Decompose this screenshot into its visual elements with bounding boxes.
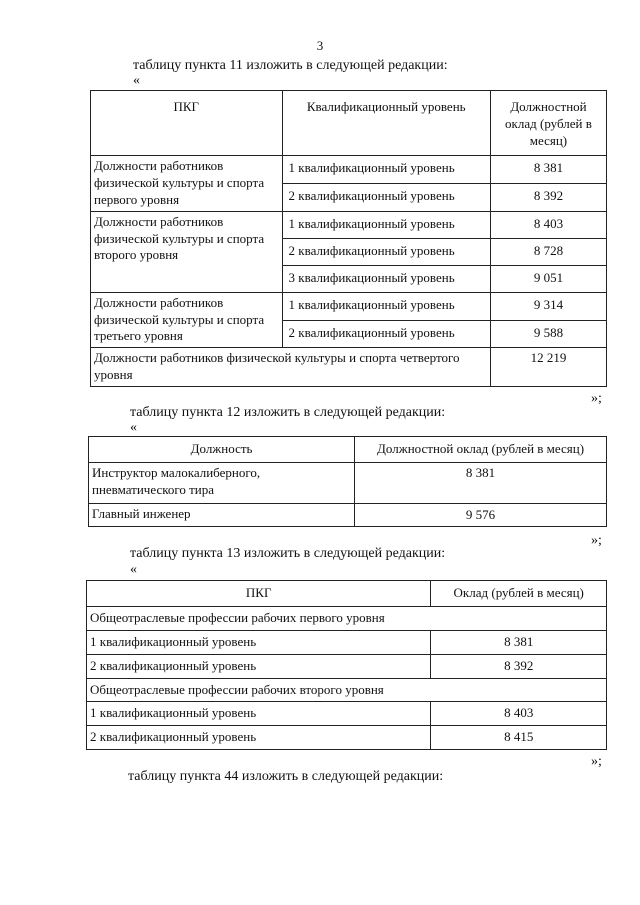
- qual-level: 3 квалификационный уровень: [282, 265, 490, 292]
- group-name: Должности работников физической культуры и спорта первого уровня: [91, 156, 283, 212]
- salary-value: 8 392: [431, 654, 607, 678]
- table-row: [91, 156, 607, 184]
- section3-open-quote: «: [130, 562, 137, 577]
- table-row: [91, 348, 607, 387]
- qual-level: 2 квалификационный уровень: [282, 320, 490, 348]
- table-row: [87, 726, 607, 750]
- table-row: [87, 678, 607, 702]
- table-row: [89, 503, 607, 526]
- section2-close: »;: [591, 533, 602, 548]
- salary-value: 12 219: [490, 348, 606, 387]
- qual-level: 1 квалификационный уровень: [282, 292, 490, 320]
- section3-intro: таблицу пункта 13 изложить в следующей редакции:: [130, 546, 446, 561]
- header-pkg: ПКГ: [87, 581, 431, 607]
- qual-level: 1 квалификационный уровень: [87, 630, 431, 654]
- section1-intro: таблицу пункта 11 изложить в следующей редакции:: [133, 58, 448, 73]
- section2-intro: таблицу пункта 12 изложить в следующей редакции:: [130, 405, 446, 420]
- section2-open-quote: «: [130, 420, 137, 435]
- section1-close: »;: [591, 391, 602, 406]
- qual-level: 1 квалификационный уровень: [282, 211, 490, 238]
- group-name: Должности работников физической культуры и спорта четвертого уровня: [91, 348, 491, 387]
- salary-value: 8 381: [355, 462, 607, 503]
- table-pkg-sport: [90, 90, 607, 387]
- section3-close: »;: [591, 754, 602, 769]
- group-name: Должности работников физической культуры и спорта второго уровня: [91, 211, 283, 292]
- qual-level: 1 квалификационный уровень: [282, 156, 490, 184]
- section1-open-quote: «: [133, 73, 140, 88]
- qual-level: 2 квалификационный уровень: [87, 726, 431, 750]
- qual-level: 2 квалификационный уровень: [87, 654, 431, 678]
- table-row: [91, 211, 607, 238]
- header-qual-level: Квалификационный уровень: [282, 91, 490, 156]
- table-row: [91, 292, 607, 320]
- salary-value: 8 415: [431, 726, 607, 750]
- header-pkg: ПКГ: [91, 91, 283, 156]
- header-position: Должность: [89, 437, 355, 463]
- page-number: 3: [316, 38, 324, 53]
- salary-value: 8 381: [431, 630, 607, 654]
- table-positions: [88, 436, 607, 527]
- position-name: Инструктор малокалиберного, пневматического тира: [89, 462, 355, 503]
- header-salary: Должностной оклад (рублей в месяц): [355, 437, 607, 463]
- position-name: Главный инженер: [89, 503, 355, 526]
- header-salary: Оклад (рублей в месяц): [431, 581, 607, 607]
- header-salary: Должностной оклад (рублей в месяц): [490, 91, 606, 156]
- salary-value: 8 381: [490, 156, 606, 184]
- salary-value: 9 576: [355, 503, 607, 526]
- group-name: Общеотраслевые профессии рабочих первого уровня: [87, 606, 607, 630]
- table-row: [87, 630, 607, 654]
- table-header-row: [91, 91, 607, 156]
- qual-level: 1 квалификационный уровень: [87, 702, 431, 726]
- salary-value: 8 392: [490, 183, 606, 211]
- group-name: Общеотраслевые профессии рабочих второго уровня: [87, 678, 607, 702]
- table-row: [89, 462, 607, 503]
- table-row: [87, 654, 607, 678]
- table-row: [87, 606, 607, 630]
- salary-value: 8 728: [490, 238, 606, 265]
- group-name: Должности работников физической культуры и спорта третьего уровня: [91, 292, 283, 348]
- salary-value: 8 403: [431, 702, 607, 726]
- salary-value: 9 588: [490, 320, 606, 348]
- table-row: [87, 702, 607, 726]
- salary-value: 9 314: [490, 292, 606, 320]
- table-worker-professions: [86, 580, 607, 750]
- qual-level: 2 квалификационный уровень: [282, 183, 490, 211]
- table-header-row: [87, 581, 607, 607]
- table-header-row: [89, 437, 607, 463]
- section4-intro: таблицу пункта 44 изложить в следующей редакции:: [128, 769, 444, 784]
- qual-level: 2 квалификационный уровень: [282, 238, 490, 265]
- salary-value: 9 051: [490, 265, 606, 292]
- salary-value: 8 403: [490, 211, 606, 238]
